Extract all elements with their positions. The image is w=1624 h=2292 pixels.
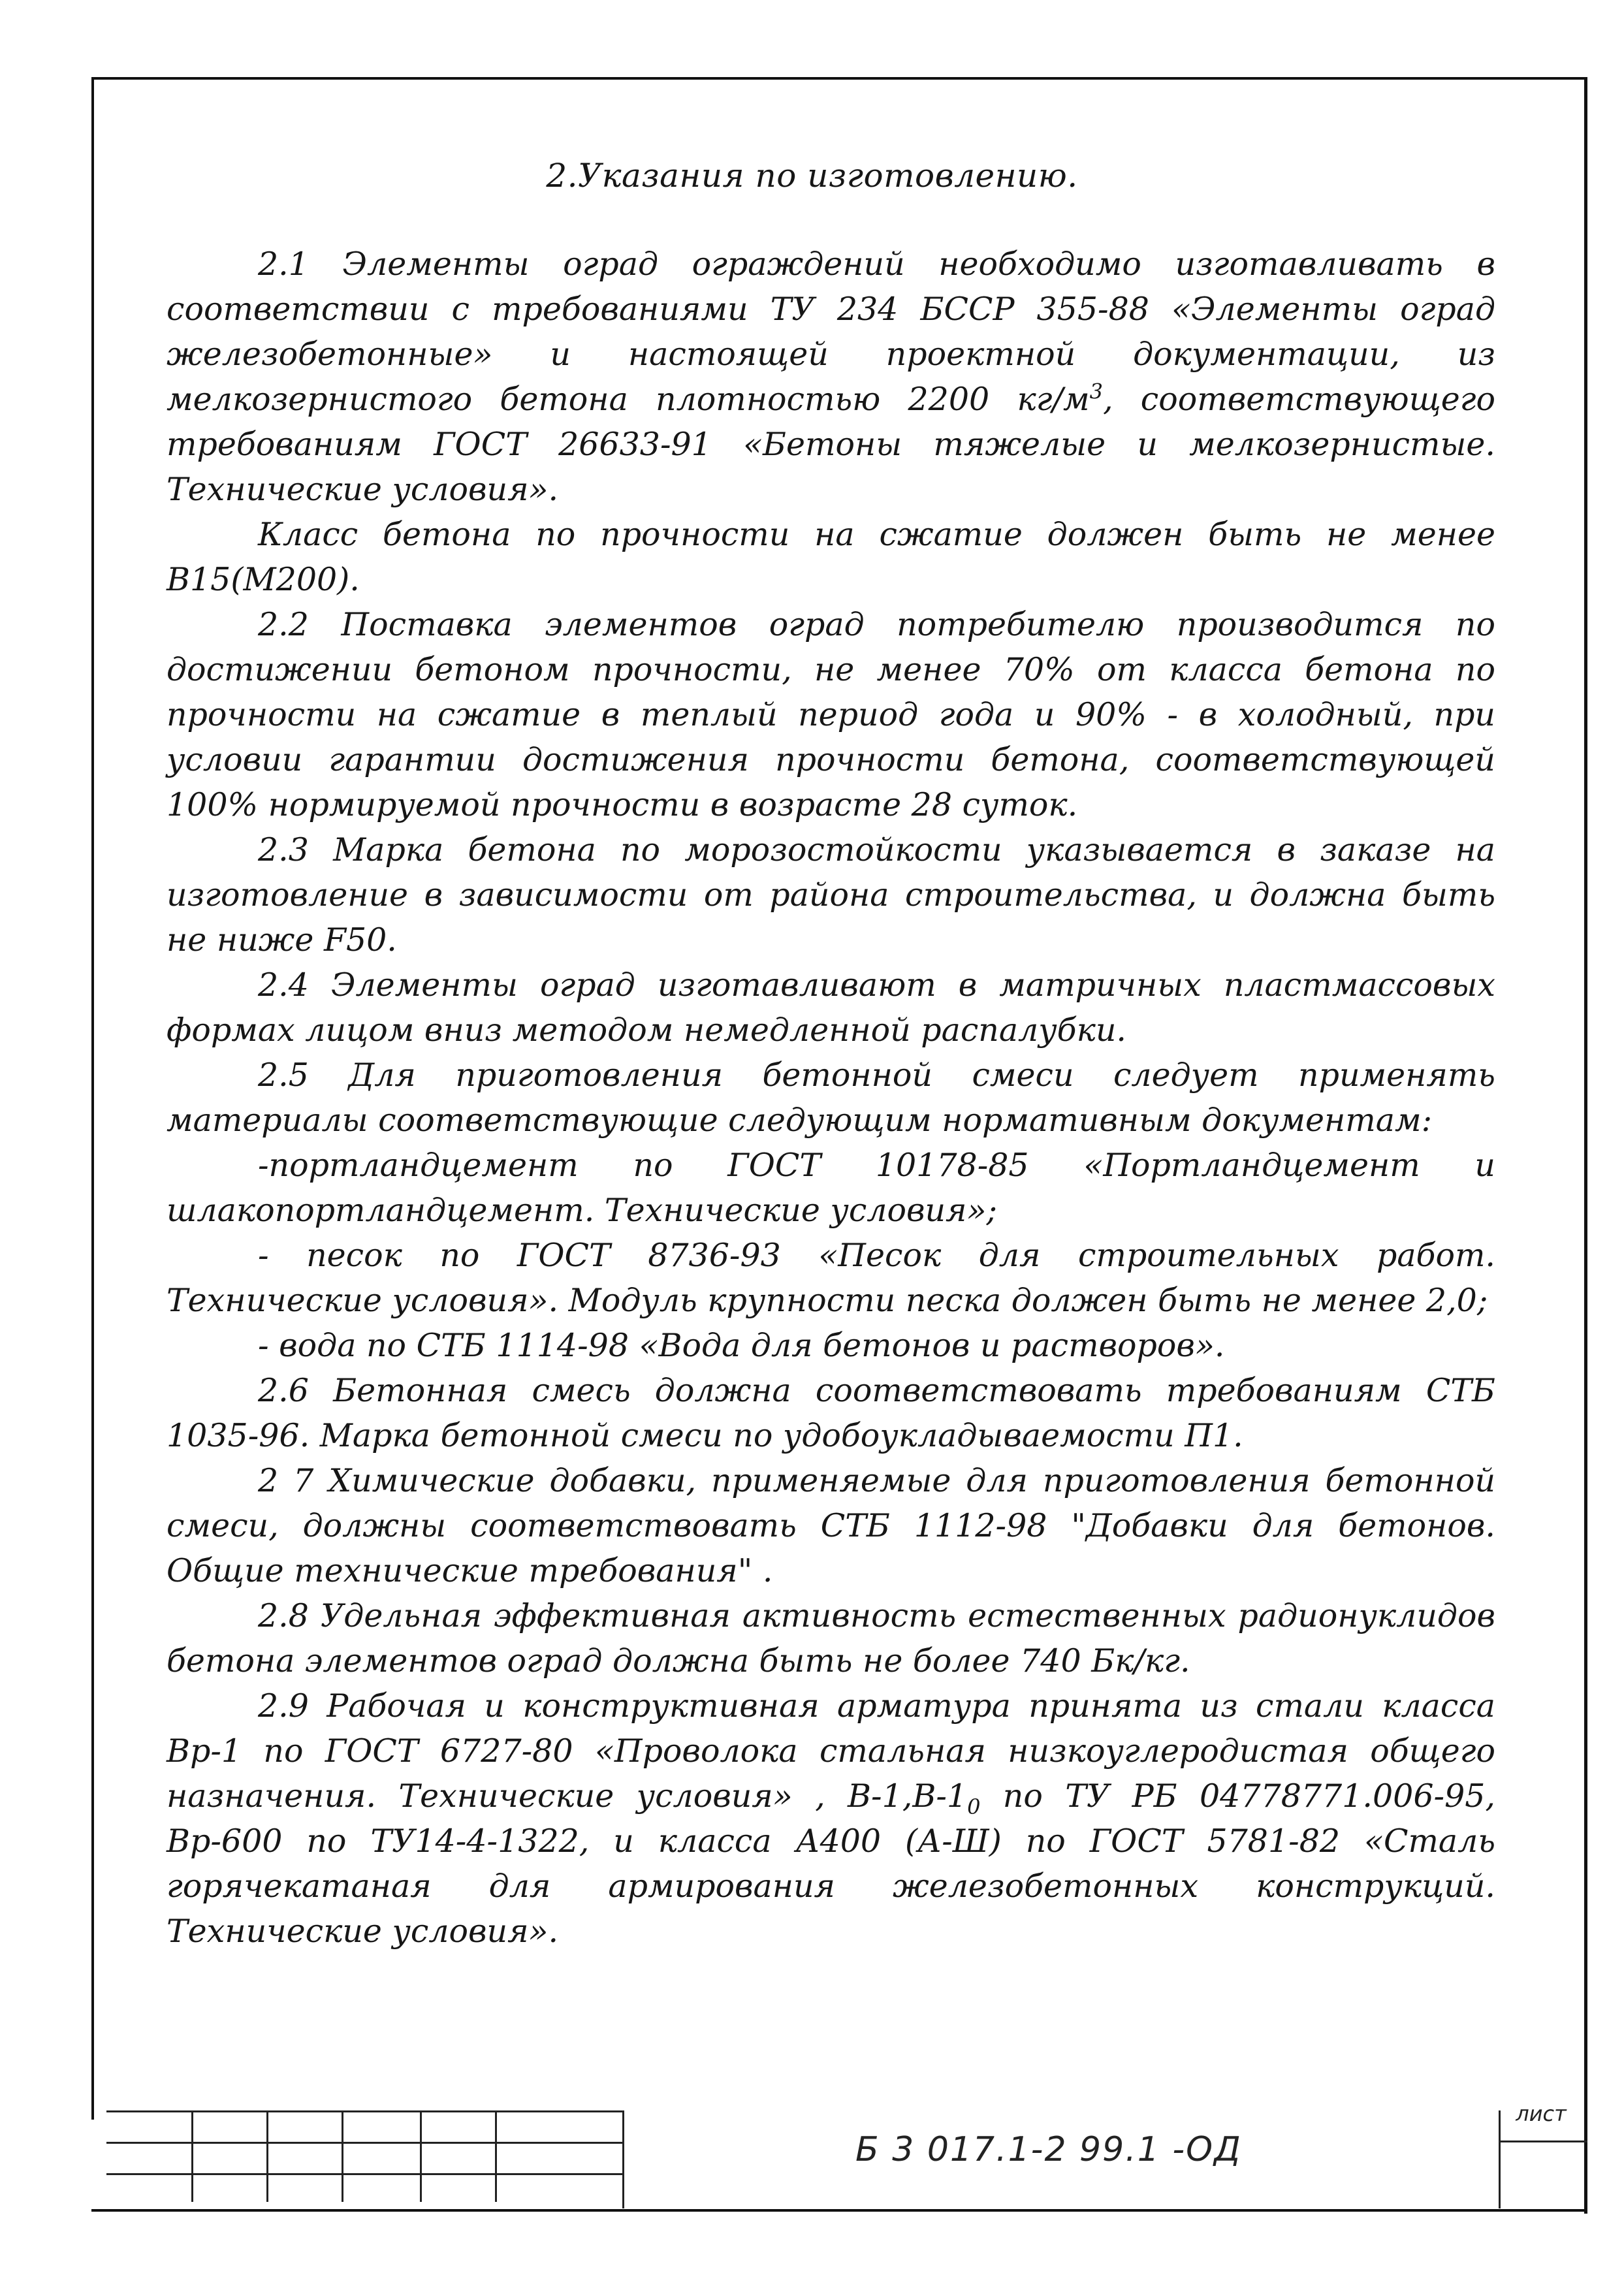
paragraph-2-5: 2.5 Для приготовления бетонной смеси следует применять материалы соответствующие следующим нормативным документам: [167,1057,1495,1139]
paragraph-2-8: 2.8 Удельная эффективная активность естественных радионуклидов бетона элементов оград должна быть не более 740 Бк/кг. [167,1597,1495,1679]
paragraph-2-9: 2.9 Рабочая и конструктивная арматура принята из стали класса Вр-1 по ГОСТ 6727-80 «Проволока стальная низкоуглеродистая общего назначения. Технические условия» , $В-1,В-1_0$ по ТУ РБ 04778771.006-95, Вр-600 по ТУ14-4-1322, и класса А400 (А-Ш) по ГОСТ 5781-82 «Сталь горячекатаная для армирования железобетонных конструкций. Технические условия». [167,1687,1495,1950]
subscript: 0 [967,1794,981,1819]
frame-border-top [91,77,1587,80]
title-block [106,2110,1587,2210]
stamp-line [106,2173,622,2175]
body-text [167,242,1495,1954]
list-item-sand: - песок по ГОСТ 8736-93 «Песок для строительных работ. Технические условия». Модуль крупности песка должен быть не менее 2,0; [167,1237,1495,1319]
list-item-cement: -портландцемент по ГОСТ 10178-85 «Портландцемент и шлакопортландцемент. Технические условия»; [167,1147,1495,1229]
paragraph-2-3: 2.3 Марка бетона по морозостойкости указывается в заказе на изготовление в зависимости от района строительства, и должна быть не ниже F50. [167,831,1495,959]
stamp-line [495,2110,497,2202]
paragraph-2-7: 2 7 Химические добавки, применяемые для приготовления бетонной смеси, должны соответствовать СТБ 1112-98 "Добавки для бетонов. Общие технические требования" . [167,1462,1495,1589]
stamp-line [1499,2141,1587,2142]
stamp-line [266,2110,268,2202]
paragraph-2-4: 2.4 Элементы оград изготавливают в матричных пластмассовых формах лицом вниз методом немедленной распалубки. [167,966,1495,1049]
stamp-line [191,2110,193,2202]
frame-border-left [91,77,94,2120]
stamp-line [342,2110,343,2202]
stamp-line [622,2110,624,2208]
document-code: Б 3 017.1-2 99.1 -ОД [855,2130,1242,2169]
list-item-water: - вода по СТБ 1114-98 «Вода для бетонов и растворов». [258,1327,1225,1364]
frame-border-right [1584,77,1587,2214]
paragraph-concrete-class: Класс бетона по прочности на сжатие должен быть не менее В15(М200). [167,516,1495,598]
superscript: 3 [1089,379,1103,404]
sheet-label: лист [1516,2101,1567,2126]
paragraph-2-2: 2.2 Поставка элементов оград потребителю производится по достижении бетоном прочности, не менее 70% от класса бетона по прочности на сжатие в теплый период года и 90% - в холодный, при условии гарантии достижения прочности бетона, соответствующей 100% нормируемой прочности в возрасте 28 суток. [167,606,1495,823]
stamp-line [106,2142,622,2144]
stamp-line [106,2110,622,2112]
paragraph-2-1: 2.1 Элементы оград ограждений необходимо изготавливать в соответствии с требованиями ТУ 234 БССР 355-88 «Элементы оград железобетонные» и настоящей проектной документации, из мелкозернистого бетона плотностью 2200 $кг/м^3$, соответствующего требованиям ГОСТ 26633-91 «Бетоны тяжелые и мелкозернистые. Технические условия». [167,246,1495,508]
section-title: 2.Указания по изготовлению. [546,157,1078,195]
paragraph-2-6: 2.6 Бетонная смесь должна соответствовать требованиям СТБ 1035-96. Марка бетонной смеси по удобоукладываемости П1. [167,1372,1495,1454]
stamp-line [420,2110,422,2202]
